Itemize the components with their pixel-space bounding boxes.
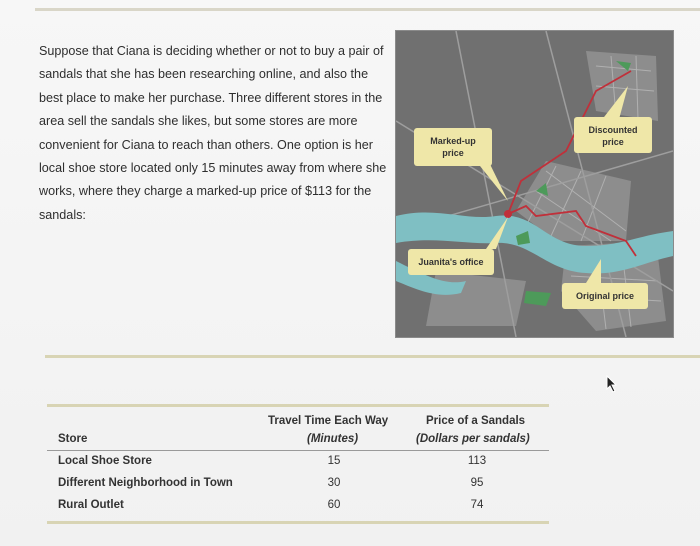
callout-marked-up-line2: price — [442, 148, 464, 158]
table-row-price: 74 — [470, 499, 484, 511]
table-header-travel-line2: (Minutes) — [307, 433, 359, 445]
table-bottom-rule — [47, 521, 549, 524]
callout-discounted-line1: Discounted — [588, 125, 638, 135]
mouse-cursor-icon — [605, 375, 621, 393]
table-header-price-line2: (Dollars per sandals) — [416, 433, 530, 445]
table-row-price: 113 — [467, 455, 487, 467]
table-header-price-line1: Price of a Sandals — [426, 415, 526, 427]
table-row-time: 60 — [327, 499, 341, 511]
table-row-price: 95 — [470, 477, 484, 489]
table-row-store: Different Neighborhood in Town — [58, 477, 233, 489]
callout-original-label: Original price — [575, 291, 635, 301]
callout-discounted-line2: price — [602, 137, 624, 147]
callout-marked-up-line1: Marked-up — [430, 136, 476, 146]
callout-office-label: Juanita's office — [418, 257, 484, 267]
table-row-store: Local Shoe Store — [58, 455, 152, 467]
table-row-store: Rural Outlet — [58, 499, 124, 511]
table-row-time: 30 — [327, 477, 341, 489]
table-header-rule — [47, 450, 549, 451]
problem-paragraph: Suppose that Ciana is deciding whether or not to buy a pair of sandals that she has been researching online, and also the best place to make her purchase. Three different stores in the area sell the sandals she likes, but some stores are more convenient for Ciana to reach than others. One option is her local shoe store located only 15 minutes away from where she works, where they charge a marked-up price of $113 for the sandals: — [39, 44, 387, 222]
table-row-time: 15 — [327, 455, 341, 467]
table-header-store: Store — [58, 433, 88, 445]
table-header-travel-line1: Travel Time Each Way — [268, 415, 389, 427]
